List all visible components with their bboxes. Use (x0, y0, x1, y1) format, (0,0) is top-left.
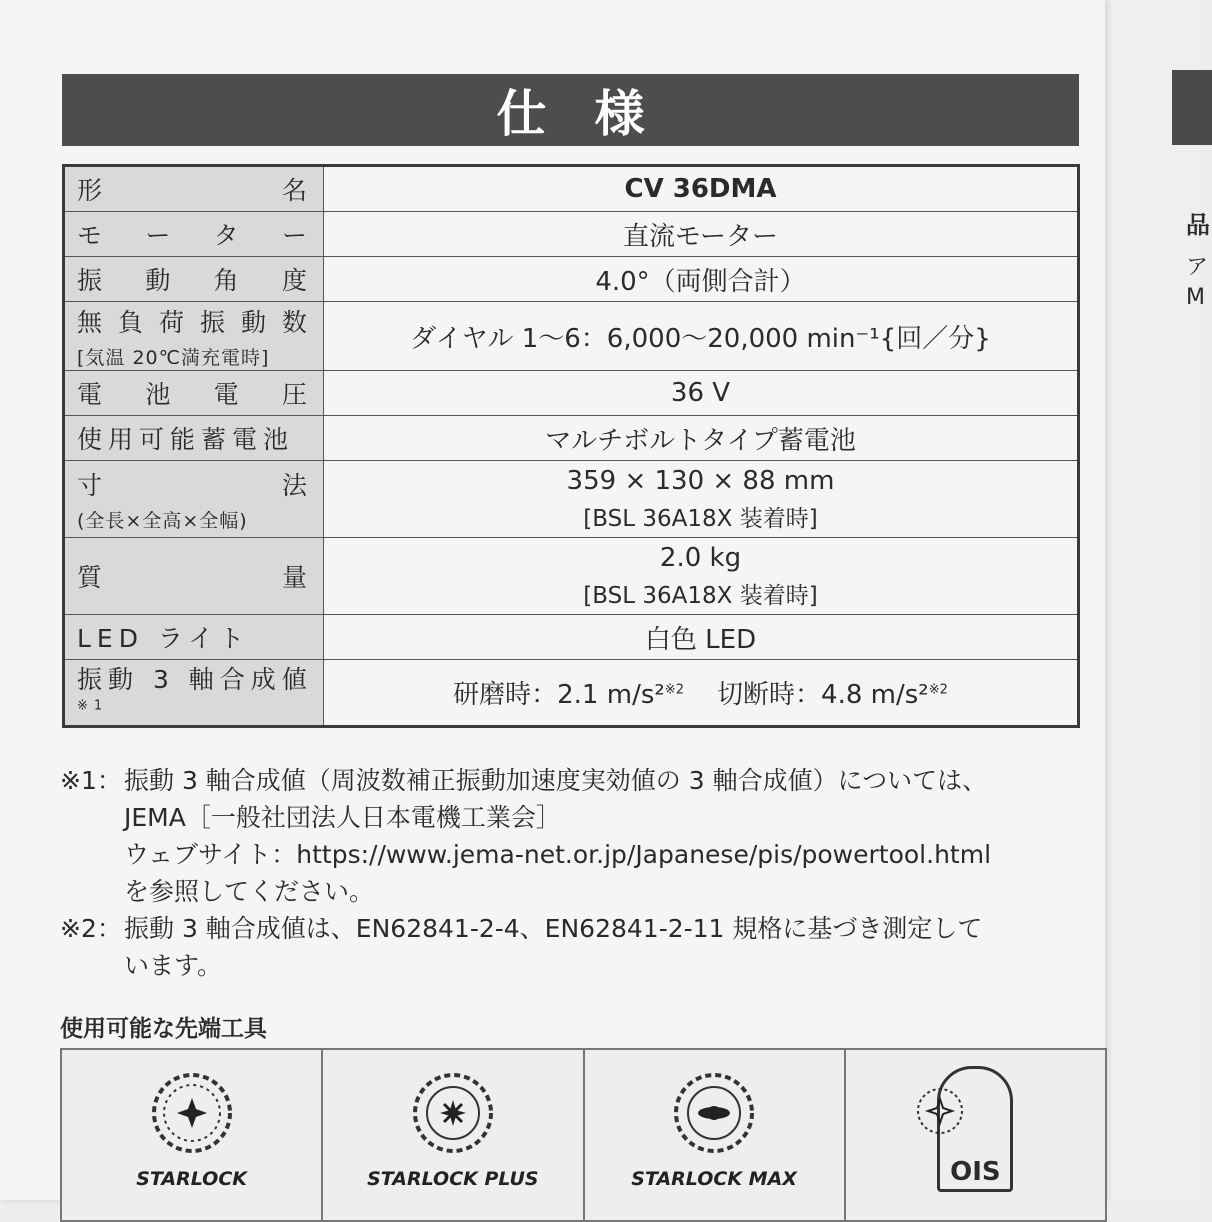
vibration-sanding: 研磨時：2.1 m/s² (453, 680, 665, 710)
tool-ois (846, 1050, 1107, 1220)
tool-name: OIS (950, 1157, 1001, 1187)
footnote-line: JEMA［一般社団法人日本電機工業会］ (124, 803, 561, 832)
starlock-max-icon (669, 1068, 759, 1158)
spec-label: LED ライト (64, 615, 324, 660)
tool-name: STARLOCK MAX (631, 1168, 797, 1190)
spec-table (62, 164, 1080, 728)
spec-value-main: 2.0 kg (659, 542, 742, 573)
spec-row-motor (64, 212, 1079, 257)
footnote-line: 振動 3 軸合成値（周波数補正振動加速度実効値の 3 軸合成値）については、 (124, 766, 988, 795)
spec-row-voltage (64, 371, 1079, 416)
footnote-2 (60, 910, 1105, 984)
adjacent-fragment: 品 (1186, 211, 1210, 239)
spec-row-oscillation (64, 302, 1079, 371)
spec-value: ダイヤル 1〜6：6,000〜20,000 min⁻¹{回／分} (324, 302, 1079, 371)
vibration-cutting: 切断時：4.8 m/s² (717, 680, 929, 710)
footnote-line: 振動 3 軸合成値は、EN62841-2-4、EN62841-2-11 規格に基づき測定して (124, 914, 983, 943)
spec-value: 4.0°（両側合計） (324, 257, 1079, 302)
spec-label: 寸 法 (全長×全高×全幅) (64, 461, 324, 538)
tool-interface-list (60, 1048, 1107, 1222)
spec-label-sub: (全長×全高×全幅) (77, 509, 248, 532)
tool-name: STARLOCK (136, 1168, 247, 1190)
spec-row-led (64, 615, 1079, 660)
spec-label-sub: [気温 20℃満充電時] (77, 346, 270, 369)
spec-value: 36 V (324, 371, 1079, 416)
adjacent-title-bar (1172, 70, 1212, 145)
spec-value (324, 660, 1079, 727)
adjacent-page (1112, 0, 1210, 1200)
spec-value: CV 36DMA (324, 166, 1079, 212)
footnote-mark: ※1： (60, 766, 122, 795)
starlock-plus-icon (408, 1068, 498, 1158)
adjacent-fragment: M (1186, 285, 1205, 310)
tool-starlock-max (585, 1050, 846, 1220)
spec-row-angle (64, 257, 1079, 302)
spec-row-vibration (64, 660, 1079, 727)
spec-row-battery (64, 416, 1079, 461)
spec-value (324, 538, 1079, 615)
footnotes (60, 762, 1105, 984)
tool-starlock (62, 1050, 323, 1220)
spec-value (324, 461, 1079, 538)
footnote-line: を参照してください。 (124, 877, 375, 906)
spec-label (64, 660, 324, 727)
tool-starlock-plus (323, 1050, 584, 1220)
footnote-ref: ※1 (77, 698, 109, 714)
footnote-line: ウェブサイト：https://www.jema-net.or.jp/Japanese/pis/powertool.html (124, 840, 992, 869)
tool-name: STARLOCK PLUS (367, 1168, 539, 1190)
spec-label-main: 振動 3 軸合成値 (77, 665, 313, 694)
starlock-icon (147, 1068, 237, 1158)
footnote-ref: ※2 (928, 682, 948, 698)
tools-heading: 使用可能な先端工具 (60, 1016, 267, 1042)
spec-value: 白色 LED (324, 615, 1079, 660)
spec-label: モ ー タ ー (64, 212, 324, 257)
spec-label: 使用可能蓄電池 (64, 416, 324, 461)
footnote-mark: ※2： (60, 914, 122, 943)
adjacent-fragment: ア (1186, 255, 1209, 280)
spec-row-dimensions (64, 461, 1079, 538)
spec-label: 無 負 荷 振 動 数 [気温 20℃満充電時] (64, 302, 324, 371)
spec-label: 形 名 (64, 166, 324, 212)
spec-row-model (64, 166, 1079, 212)
spec-value: マルチボルトタイプ蓄電池 (324, 416, 1079, 461)
ois-icon (937, 1066, 1013, 1192)
spec-value-sub: [BSL 36A18X 装着時] (583, 582, 818, 609)
spec-row-weight (64, 538, 1079, 615)
spec-label: 電 池 電 圧 (64, 371, 324, 416)
footnote-1 (60, 762, 1105, 910)
footnote-ref: ※2 (664, 682, 684, 698)
footnote-line: います。 (124, 951, 223, 980)
spec-label: 質 量 (64, 538, 324, 615)
section-title-bar (62, 74, 1079, 146)
spec-label: 振 動 角 度 (64, 257, 324, 302)
section-title: 仕様 (496, 85, 693, 143)
spec-value: 直流モーター (324, 212, 1079, 257)
spec-value-sub: [BSL 36A18X 装着時] (583, 505, 818, 532)
spec-value-main: 359 × 130 × 88 mm (566, 465, 835, 496)
